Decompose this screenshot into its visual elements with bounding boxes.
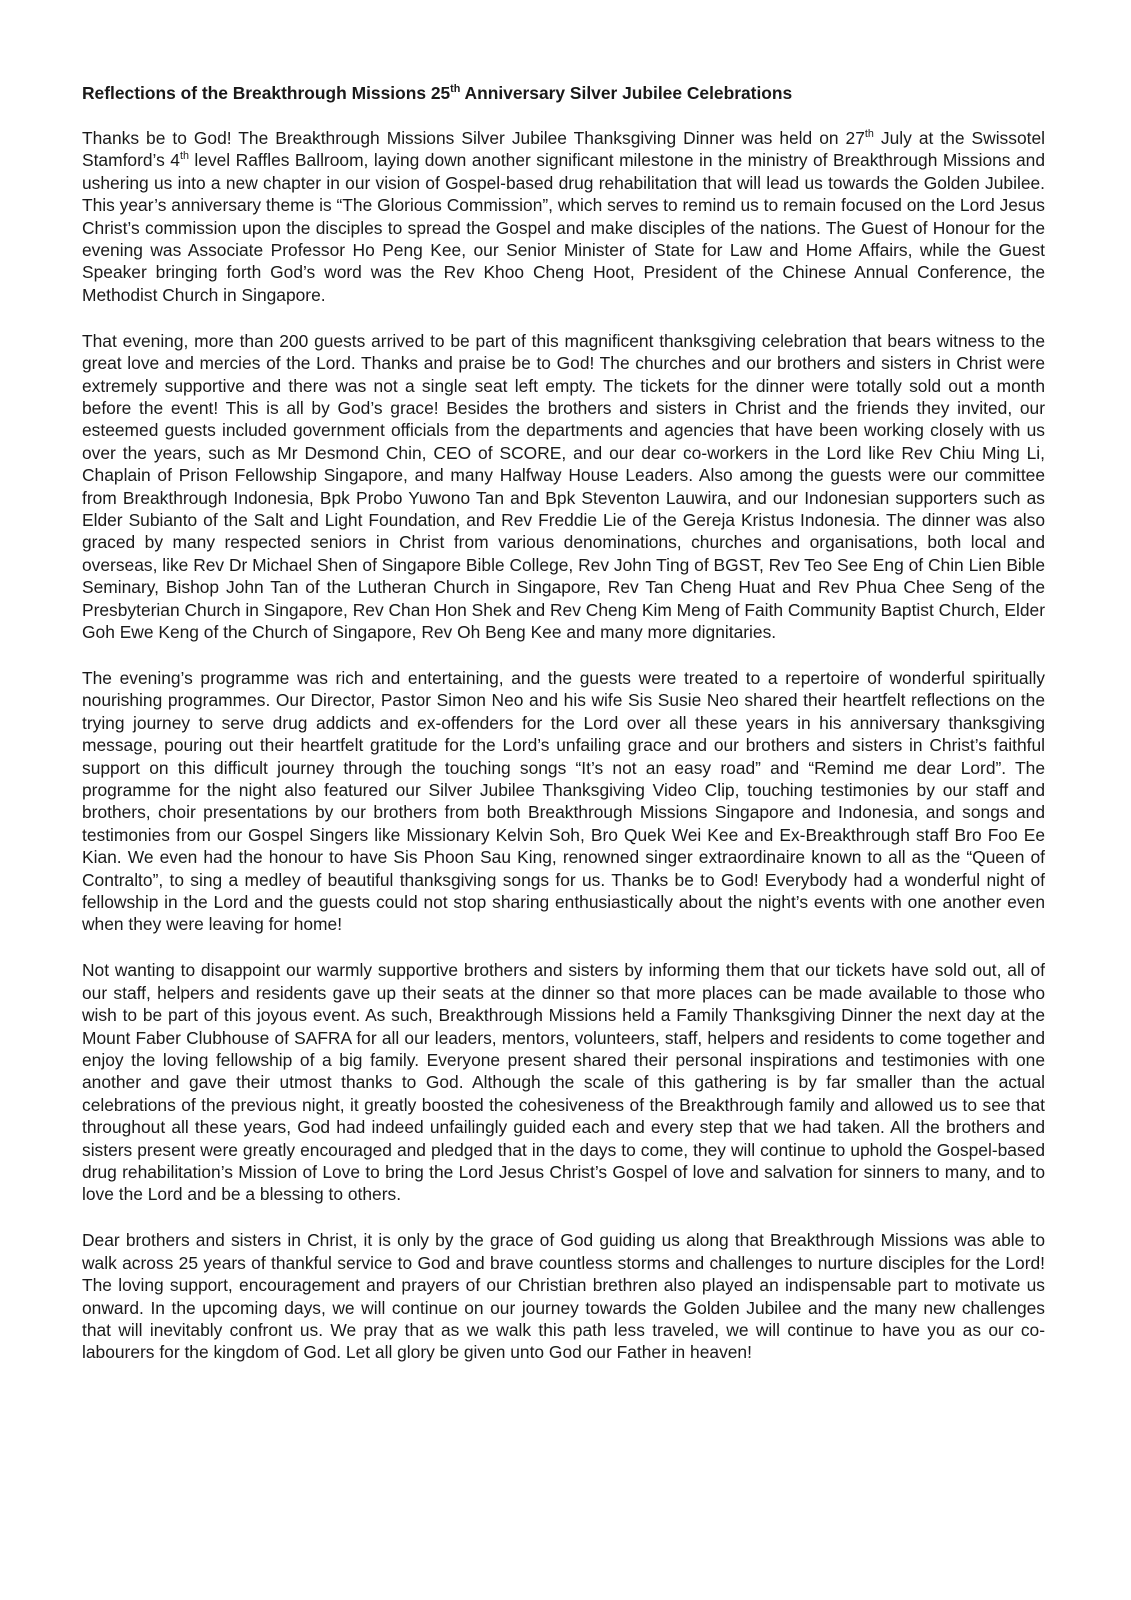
paragraph-3: The evening’s programme was rich and entertaining, and the guests were treated to a repertoire of wonderful spiritually nourishing programmes. Our Director, Pastor Simon Neo and his wife Sis Susie Neo shared their heartfelt reflections on the trying journey to serve drug addicts and ex-offenders for the Lord over all these years in his anniversary thanksgiving message, pouring out their heartfelt gratitude for the Lord’s unfailing grace and our brothers and sisters in Christ’s faithful support on this difficult journey through the touching songs “It’s not an easy road” and “Remind me dear Lord”. The programme for the night also featured our Silver Jubilee Thanksgiving Video Clip, touching testimonies by our staff and brothers, choir presentations by our brothers from both Breakthrough Missions Singapore and Indonesia, and songs and testimonies from our Gospel Singers like Missionary Kelvin Soh, Bro Quek Wei Kee and Ex-Breakthrough staff Bro Foo Ee Kian. We even had the honour to have Sis Phoon Sau King, renowned singer extraordinaire known to all as the “Queen of Contralto”, to sing a medley of beautiful thanksgiving songs for us. Thanks be to God! Everybody had a wonderful night of fellowship in the Lord and the guests could not stop sharing enthusiastically about the night’s events with one another even when they were leaving for home! (82, 667, 1045, 935)
title-text-rest: Anniversary Silver Jubilee Celebrations (460, 83, 793, 103)
title-text-main: Reflections of the Breakthrough Missions 25 (82, 83, 451, 103)
paragraph-5: Dear brothers and sisters in Christ, it is only by the grace of God guiding us along that Breakthrough Missions was able to walk across 25 years of thankful service to God and brave countless storms and challenges to nurture disciples for the Lord! The loving support, encouragement and prayers of our Christian brethren also played an indispensable part to motivate us onward. In the upcoming days, we will continue on our journey towards the Golden Jubilee and the many new challenges that will inevitably confront us. We pray that as we walk this path less traveled, we will continue to have you as our co-labourers for the kingdom of God. Let all glory be given unto God our Father in heaven! (82, 1230, 1045, 1363)
paragraph-1 (82, 127, 1045, 306)
date-ordinal-suffix: th (864, 128, 874, 141)
title-ordinal-suffix: th (450, 83, 461, 96)
level-ordinal-suffix: th (179, 150, 189, 163)
paragraph-2: That evening, more than 200 guests arrived to be part of this magnificent thanksgiving celebration that bears witness to the great love and mercies of the Lord. Thanks and praise be to God! The churches and our brothers and sisters in Christ were extremely supportive and there was not a single seat left empty. The tickets for the dinner were totally sold out a month before the event! This is all by God’s grace! Besides the brothers and sisters in Christ and the friends they invited, our esteemed guests included government officials from the departments and agencies that have been working closely with us over the years, such as Mr Desmond Chin, CEO of SCORE, and our dear co-workers in the Lord like Rev Chiu Ming Li, Chaplain of Prison Fellowship Singapore, and many Halfway House Leaders. Also among the guests were our committee from Breakthrough Indonesia, Bpk Probo Yuwono Tan and Bpk Steventon Lauwira, and our Indonesian supporters such as Elder Subianto of the Salt and Light Foundation, and Rev Freddie Lie of the Gereja Kristus Indonesia. The dinner was also graced by many respected seniors in Christ from various denominations, churches and organisations, both local and overseas, like Rev Dr Michael Shen of Singapore Bible College, Rev John Ting of BGST, Rev Teo See Eng of Chin Lien Bible Seminary, Bishop John Tan of the Lutheran Church in Singapore, Rev Tan Cheng Huat and Rev Phua Chee Seng of the Presbyterian Church in Singapore, Rev Chan Hon Shek and Rev Cheng Kim Meng of Faith Community Baptist Church, Elder Goh Ewe Keng of the Church of Singapore, Rev Oh Beng Kee and many more dignitaries. (82, 330, 1045, 643)
paragraph-4: Not wanting to disappoint our warmly supportive brothers and sisters by informing them that our tickets have sold out, all of our staff, helpers and residents gave up their seats at the dinner so that more places can be made available to those who wish to be part of this joyous event. As such, Breakthrough Missions held a Family Thanksgiving Dinner the next day at the Mount Faber Clubhouse of SAFRA for all our leaders, mentors, volunteers, staff, helpers and residents to come together and enjoy the loving fellowship of a big family. Everyone present shared their personal inspirations and testimonies with one another and gave their utmost thanks to God. Although the scale of this gathering is by far smaller than the actual celebrations of the previous night, it greatly boosted the cohesiveness of the Breakthrough family and allowed us to see that throughout all these years, God had indeed unfailingly guided each and every step that we had taken. All the brothers and sisters present were greatly encouraged and pledged that in the days to come, they will continue to uphold the Gospel-based drug rehabilitation’s Mission of Love to bring the Lord Jesus Christ’s Gospel of love and salvation for sinners to many, and to love the Lord and be a blessing to others. (82, 960, 1045, 1205)
document-title (82, 81, 1045, 105)
paragraph-1-text-a: Thanks be to God! The Breakthrough Missions Silver Jubilee Thanksgiving Dinner was held on 27 (82, 128, 865, 148)
paragraph-1-text-c: level Raffles Ballroom, laying down another significant milestone in the ministry of Breakthrough Missions and ushering us into a new chapter in our vision of Gospel-based drug rehabilitation that will lead us towards the Golden Jubilee. This year’s anniversary theme is “The Glorious Commission”, which serves to remind us to remain focused on the Lord Jesus Christ’s commission upon the disciples to spread the Gospel and make disciples of the nations. The Guest of Honour for the evening was Associate Professor Ho Peng Kee, our Senior Minister of State for Law and Home Affairs, while the Guest Speaker bringing forth God’s word was the Rev Khoo Cheng Hoot, President of the Chinese Annual Conference, the Methodist Church in Singapore. (82, 150, 1045, 305)
paragraph-1-text-b: July at the Swissotel Stamford’s 4 (82, 128, 1045, 171)
